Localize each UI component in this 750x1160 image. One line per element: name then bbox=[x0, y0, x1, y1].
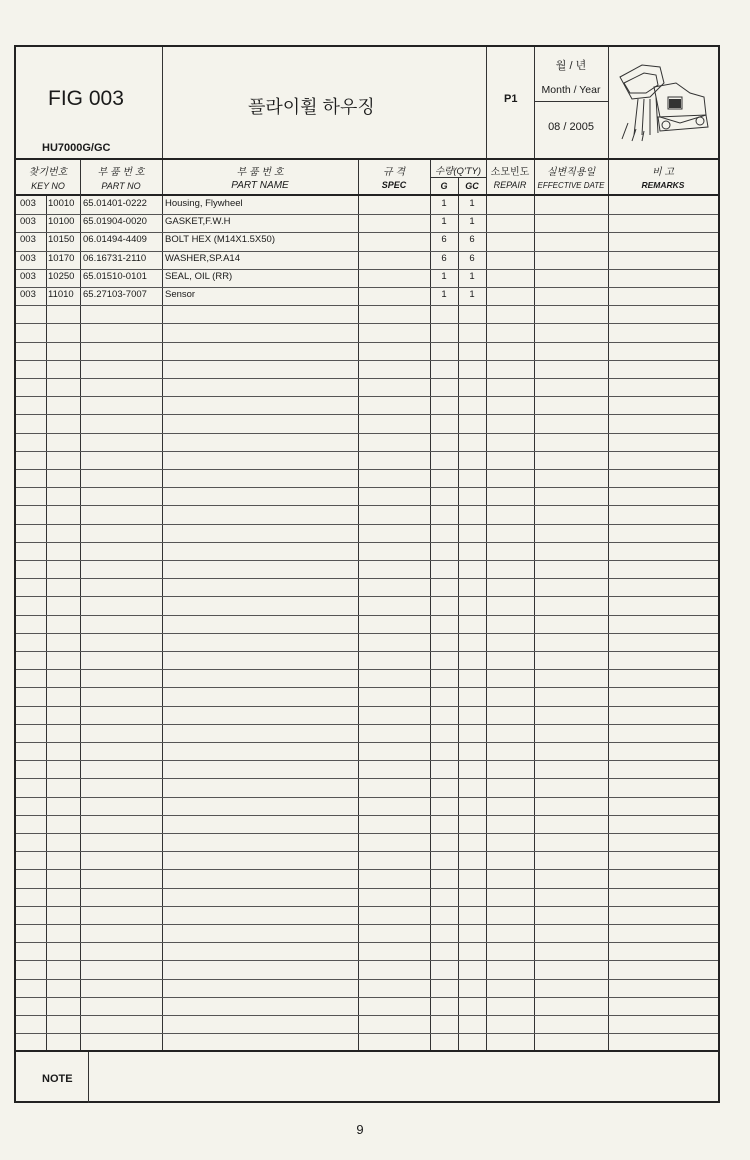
row-part-no-cell: 65.27103-7007 bbox=[83, 289, 147, 300]
row-qty-g-cell: 1 bbox=[441, 216, 447, 228]
row-part-no-cell: 65.01904-0020 bbox=[83, 216, 147, 228]
col-part-name-en: PART NAME bbox=[231, 180, 289, 191]
table-row bbox=[16, 269, 718, 287]
table-row bbox=[16, 942, 718, 960]
col-repair-kr: 소모빈도 bbox=[490, 167, 530, 178]
table-row bbox=[16, 323, 718, 341]
col-effective-kr: 실변직용일 bbox=[546, 167, 596, 178]
col-qty-g: G bbox=[440, 181, 448, 191]
table-row bbox=[16, 760, 718, 778]
row-qty-gc-cell: 6 bbox=[469, 252, 475, 264]
row-part-name-cell: GASKET,F.W.H bbox=[165, 216, 231, 228]
row-part-name-cell: BOLT HEX (M14X1.5X50) bbox=[165, 234, 276, 246]
table-row bbox=[16, 360, 718, 378]
row-part-name-cell: Sensor bbox=[165, 289, 196, 300]
page-number: 9 bbox=[356, 1122, 364, 1137]
table-row bbox=[16, 706, 718, 724]
table-row bbox=[16, 778, 718, 796]
table-row bbox=[16, 196, 718, 214]
table-row bbox=[16, 378, 718, 396]
row-fig-cell: 003 bbox=[20, 216, 36, 228]
row-qty-gc-cell: 6 bbox=[469, 234, 475, 246]
row-qty-g-cell: 1 bbox=[441, 198, 447, 209]
row-key-cell: 10150 bbox=[48, 234, 75, 246]
table-row bbox=[16, 724, 718, 742]
table-row bbox=[16, 433, 718, 451]
table-row bbox=[16, 633, 718, 651]
table-row bbox=[16, 906, 718, 924]
date-label-en: Month / Year bbox=[541, 84, 601, 96]
row-key-cell: 10170 bbox=[48, 252, 75, 264]
table-row bbox=[16, 214, 718, 232]
date-value: 08 / 2005 bbox=[548, 121, 594, 133]
table-row bbox=[16, 560, 718, 578]
row-part-name-cell: SEAL, OIL (RR) bbox=[165, 270, 233, 282]
table-row bbox=[16, 869, 718, 887]
row-key-cell: 10100 bbox=[48, 216, 75, 228]
table-row bbox=[16, 487, 718, 505]
col-spec-en: SPEC bbox=[381, 180, 407, 190]
table-row bbox=[16, 833, 718, 851]
row-part-no-cell: 65.01510-0101 bbox=[83, 270, 147, 282]
row-qty-g-cell: 6 bbox=[441, 234, 447, 246]
col-remarks-en: REMARKS bbox=[641, 180, 685, 190]
row-fig-cell: 003 bbox=[20, 198, 36, 209]
table-row bbox=[16, 524, 718, 542]
parts-rows bbox=[16, 196, 718, 1050]
row-qty-g-cell: 1 bbox=[441, 289, 447, 300]
table-row bbox=[16, 542, 718, 560]
table-row bbox=[16, 505, 718, 523]
machine-illustration bbox=[614, 53, 712, 143]
table-row bbox=[16, 687, 718, 705]
row-part-name-cell: WASHER,SP.A14 bbox=[165, 252, 240, 264]
table-row bbox=[16, 596, 718, 614]
note-label: NOTE bbox=[42, 1073, 73, 1085]
row-fig-cell: 003 bbox=[20, 289, 36, 300]
col-spec-kr: 규 격 bbox=[382, 167, 406, 178]
row-key-cell: 11010 bbox=[48, 289, 74, 300]
table-row bbox=[16, 1033, 718, 1051]
table-row bbox=[16, 888, 718, 906]
col-key-no-kr: 찾기번호 bbox=[28, 167, 68, 178]
row-part-no-cell: 06.16731-2110 bbox=[83, 252, 147, 264]
table-row bbox=[16, 851, 718, 869]
row-fig-cell: 003 bbox=[20, 234, 36, 246]
table-row bbox=[16, 578, 718, 596]
table-row bbox=[16, 815, 718, 833]
row-qty-g-cell: 6 bbox=[441, 252, 447, 264]
col-key-no-en: KEY NO bbox=[31, 181, 65, 191]
col-part-name-kr: 부 품 번 호 bbox=[236, 167, 284, 178]
col-effective-en: EFFECTIVE DATE bbox=[537, 181, 605, 190]
col-repair-en: REPAIR bbox=[493, 180, 527, 190]
page-code: P1 bbox=[504, 93, 518, 105]
table-row bbox=[16, 1015, 718, 1033]
table-row bbox=[16, 651, 718, 669]
table-row bbox=[16, 414, 718, 432]
fig-number: FIG 003 bbox=[48, 87, 124, 110]
table-row bbox=[16, 287, 718, 305]
table-row bbox=[16, 742, 718, 760]
fig-cell bbox=[16, 47, 162, 159]
row-part-name-cell: Housing, Flywheel bbox=[165, 198, 243, 209]
col-part-no-kr: 부 품 번 호 bbox=[97, 167, 145, 178]
table-row bbox=[16, 960, 718, 978]
table-row bbox=[16, 469, 718, 487]
table-row bbox=[16, 997, 718, 1015]
row-fig-cell: 003 bbox=[20, 252, 36, 264]
row-qty-gc-cell: 1 bbox=[469, 198, 475, 209]
date-label-kr: 월 / 년 bbox=[555, 60, 587, 72]
table-row bbox=[16, 797, 718, 815]
table-row bbox=[16, 396, 718, 414]
parts-table-sheet bbox=[14, 45, 720, 1103]
table-row bbox=[16, 451, 718, 469]
row-qty-g-cell: 1 bbox=[441, 270, 447, 282]
table-row bbox=[16, 924, 718, 942]
col-qty-gc: GC bbox=[465, 181, 479, 191]
page-title: 플라이휠 하우징 bbox=[248, 97, 375, 117]
col-qty-kr: 수량(Q'TY) bbox=[434, 166, 482, 177]
row-qty-gc-cell: 1 bbox=[469, 216, 475, 228]
model-name: HU7000G/GC bbox=[42, 142, 111, 154]
row-qty-gc-cell: 1 bbox=[469, 270, 475, 282]
table-row bbox=[16, 305, 718, 323]
row-key-cell: 10250 bbox=[48, 270, 75, 282]
table-row bbox=[16, 615, 718, 633]
col-remarks-kr: 비 고 bbox=[651, 167, 675, 178]
row-key-cell: 10010 bbox=[48, 198, 75, 209]
table-row bbox=[16, 669, 718, 687]
table-row bbox=[16, 342, 718, 360]
table-row bbox=[16, 979, 718, 997]
col-part-no-en: PART NO bbox=[101, 181, 141, 191]
row-part-no-cell: 65.01401-0222 bbox=[83, 198, 147, 209]
row-qty-gc-cell: 1 bbox=[469, 289, 475, 300]
table-row bbox=[16, 232, 718, 250]
row-part-no-cell: 06.01494-4409 bbox=[83, 234, 147, 246]
row-fig-cell: 003 bbox=[20, 270, 36, 282]
table-row bbox=[16, 251, 718, 269]
